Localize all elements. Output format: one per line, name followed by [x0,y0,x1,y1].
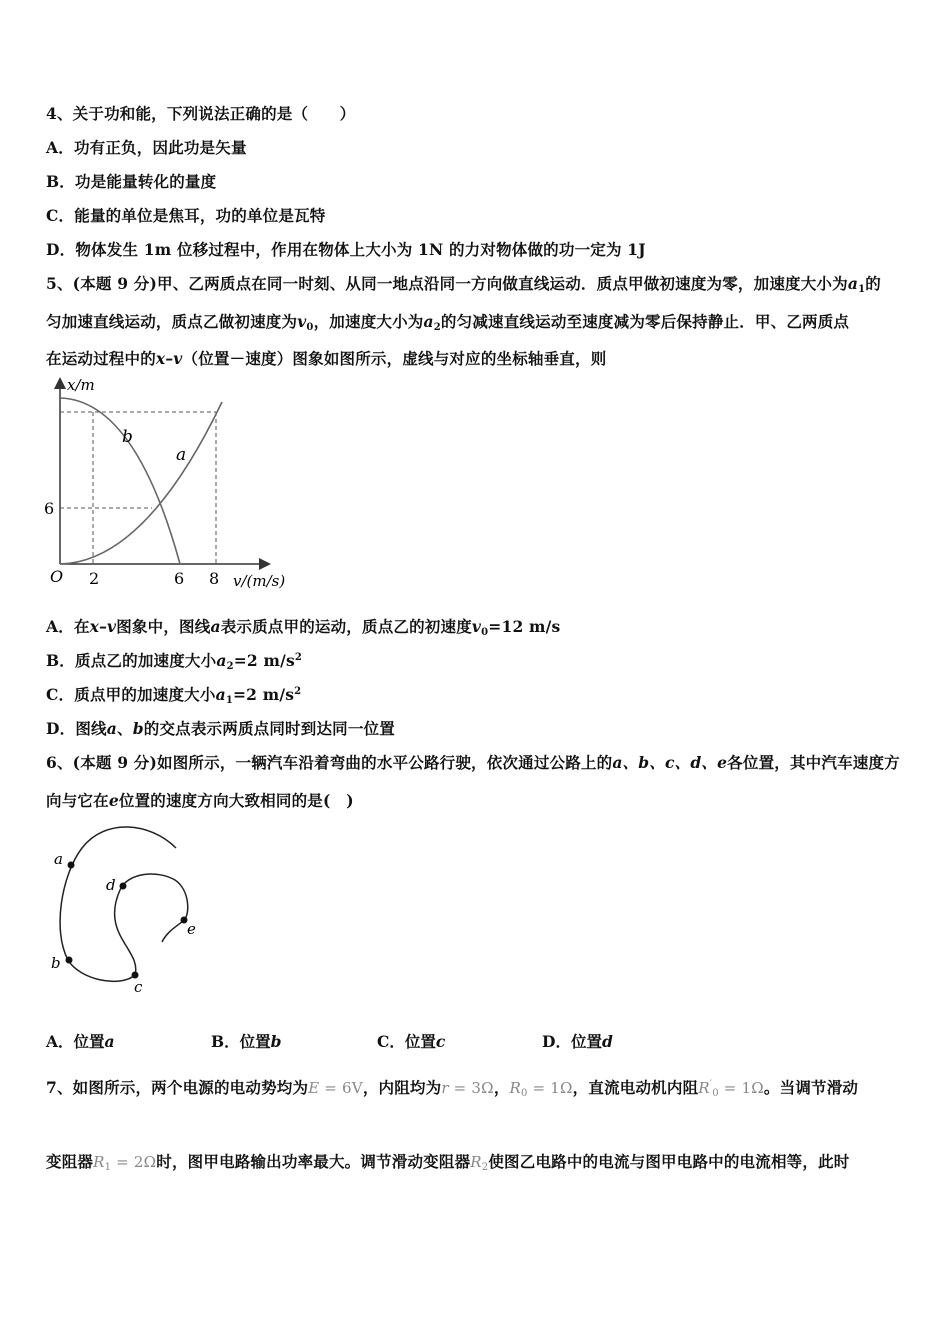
text: 的 [865,274,881,293]
formula-E [308,1079,363,1097]
text: 各位置，其中汽车速度方 [727,753,900,772]
formula-R0 [510,1079,573,1097]
val: = 2Ω [111,1153,157,1171]
q6-option-a [46,1030,115,1052]
var: R [470,1153,482,1171]
formula-R0-prime [698,1079,764,1097]
x-tick-2: 2 [89,569,100,588]
q4-option-b [46,170,216,192]
var: a [104,1032,115,1051]
text: 6、(本题 9 分)如图所示，一辆汽车沿着弯曲的水平公路行驶，依次通过公路上的 [46,753,613,772]
option-text: 功有正负，因此功是矢量 [73,138,247,157]
curve-b [60,398,180,564]
var: x–v [155,349,183,368]
curve-a [60,402,222,564]
sub: 0 [306,322,314,333]
point-a [68,862,75,869]
sub: 2 [481,1162,489,1173]
text: 7、如图所示，两个电源的电动势均为 [46,1078,309,1097]
q4-option-a [46,136,247,158]
text: 位置 [239,1032,271,1051]
y-axis-label: x/m [67,376,95,394]
val: = 3Ω [448,1079,494,1097]
option-label: A． [46,617,74,636]
option-label: A． [46,138,74,157]
curve-a-label: a [176,445,187,465]
q6-option-c [377,1030,445,1052]
val: = 1Ω [527,1079,573,1097]
val: = 6V [319,1079,363,1097]
text: 使图乙电路中的电流与图甲电路中的电流相等，此时 [488,1152,850,1171]
x-axis-label: v/(m/s) [233,572,286,590]
origin-label: O [50,567,64,586]
text: ，内阻均为 [362,1078,442,1097]
sub: 1 [858,284,866,295]
q7-stem-line1 [46,1076,858,1099]
text: 图线 [75,719,107,738]
sub: 0 [521,1088,528,1099]
label-e: e [187,920,196,938]
var: x–v [89,617,117,636]
text: 在 [73,617,90,636]
text: 在运动过程中的 [46,349,156,368]
var: E [308,1079,320,1097]
text: 位置 [73,1032,105,1051]
var: a [423,312,434,331]
option-label: C． [46,685,75,704]
val: = 1Ω [718,1079,764,1097]
q5-stem-line2 [46,310,849,333]
var: a [216,651,227,670]
text: ， [493,1078,510,1097]
text: =2 m/s [233,651,295,670]
option-label: B． [211,1032,240,1051]
q6-road-diagram [40,820,220,1000]
var: e [108,791,119,810]
x-tick-8: 8 [209,569,220,588]
option-label: B． [46,651,76,670]
text: 位置的速度方向大致相同的是( ) [118,791,354,810]
q5-option-d [46,717,395,739]
var: v [471,617,482,636]
option-label: C． [377,1032,405,1051]
q5-stem-line1 [46,272,881,295]
text: ，加速度大小为 [313,312,424,331]
q5-option-a [46,615,560,638]
point-d [120,883,127,890]
text: 时，图甲电路输出功率最大。调节滑动变阻器 [156,1152,471,1171]
text: ，直流电动机内阻 [572,1078,699,1097]
label-c: c [134,978,143,996]
q6-option-d [542,1030,613,1052]
text: 质点乙的加速度大小 [75,651,217,670]
option-text: 能量的单位是焦耳，功的单位是瓦特 [74,206,326,225]
label-a: a [54,850,63,868]
option-label: A． [46,1032,74,1051]
var: R [509,1079,522,1097]
var: a [847,274,859,293]
option-label: D． [46,240,76,259]
road-outer [60,827,176,981]
text: 位置 [570,1032,602,1051]
option-label: D． [542,1032,571,1051]
option-label: D． [46,719,76,738]
point-b [66,957,73,964]
text: （位置－速度）图象如图所示，虚线与对应的坐标轴垂直，则 [182,349,607,368]
var: r [441,1079,449,1097]
y-tick-6: 6 [44,499,55,518]
text: 5、(本题 9 分)甲、乙两质点在同一时刻、从同一地点沿同一方向做直线运动．质点甲做初速度为零，加速度大小为 [46,274,848,293]
q4-option-d [46,238,646,260]
var: b [132,719,144,738]
formula-R2 [470,1153,488,1171]
q5-option-b [46,649,302,672]
x-tick-6: 6 [174,569,185,588]
var: d [601,1032,613,1051]
var: c [435,1032,446,1051]
var: a [210,617,221,636]
sub: 0 [481,627,489,638]
text: 匀加速直线运动，质点乙做初速度为 [46,312,298,331]
option-text: 功是能量转化的量度 [75,172,217,191]
label-d: d [106,876,116,894]
q5-stem-line3 [46,347,606,369]
q5-xv-graph [40,372,300,594]
var: b [270,1032,282,1051]
text: =12 m/s [488,617,561,636]
option-label: B． [46,172,76,191]
text: 的匀减速直线运动至速度减为零后保持静止．甲、乙两质点 [440,312,850,331]
sup: 2 [294,686,302,697]
curve-b-label: b [122,427,133,447]
text: 。当调节滑动 [763,1078,859,1097]
text: 、 [117,719,133,738]
var: a、b、c、d、e [612,753,728,772]
formula-R1 [93,1153,156,1171]
sup: 2 [294,652,303,663]
text: 表示质点甲的运动，质点乙的初速度 [220,617,472,636]
var: a [215,685,226,704]
text: 位置 [404,1032,436,1051]
q6-option-b [211,1030,281,1052]
var: a [106,719,117,738]
sub: 2 [226,661,234,672]
q6-stem-line2 [46,789,354,811]
road-inner [115,874,188,975]
q4-option-c [46,204,325,226]
sub: 1 [104,1162,112,1173]
option-text: 物体发生 1m 位移过程中，作用在物体上大小为 1N 的力对物体做的功一定为 1J [75,240,646,259]
label-b: b [51,954,61,972]
text: 的交点表示两质点同时到达同一位置 [143,719,395,738]
option-label: C． [46,206,75,225]
text: 变阻器 [46,1152,94,1171]
var: R [93,1153,105,1171]
text: 图象中，图线 [116,617,211,636]
q7-stem-line2 [46,1150,849,1173]
var: R [698,1079,710,1097]
sub: 2 [433,322,441,333]
text: 向与它在 [46,791,109,810]
text: =2 m/s [232,685,295,704]
q6-stem-line1 [46,751,900,773]
formula-r [441,1079,493,1097]
sub: 0 [712,1088,719,1099]
sub: 1 [225,695,233,706]
sup: ′ [709,1079,713,1090]
q5-option-c [46,683,301,706]
q4-stem: 4、关于功和能，下列说法正确的是（ ） [46,104,356,123]
var: v [297,312,307,331]
text: 质点甲的加速度大小 [74,685,216,704]
